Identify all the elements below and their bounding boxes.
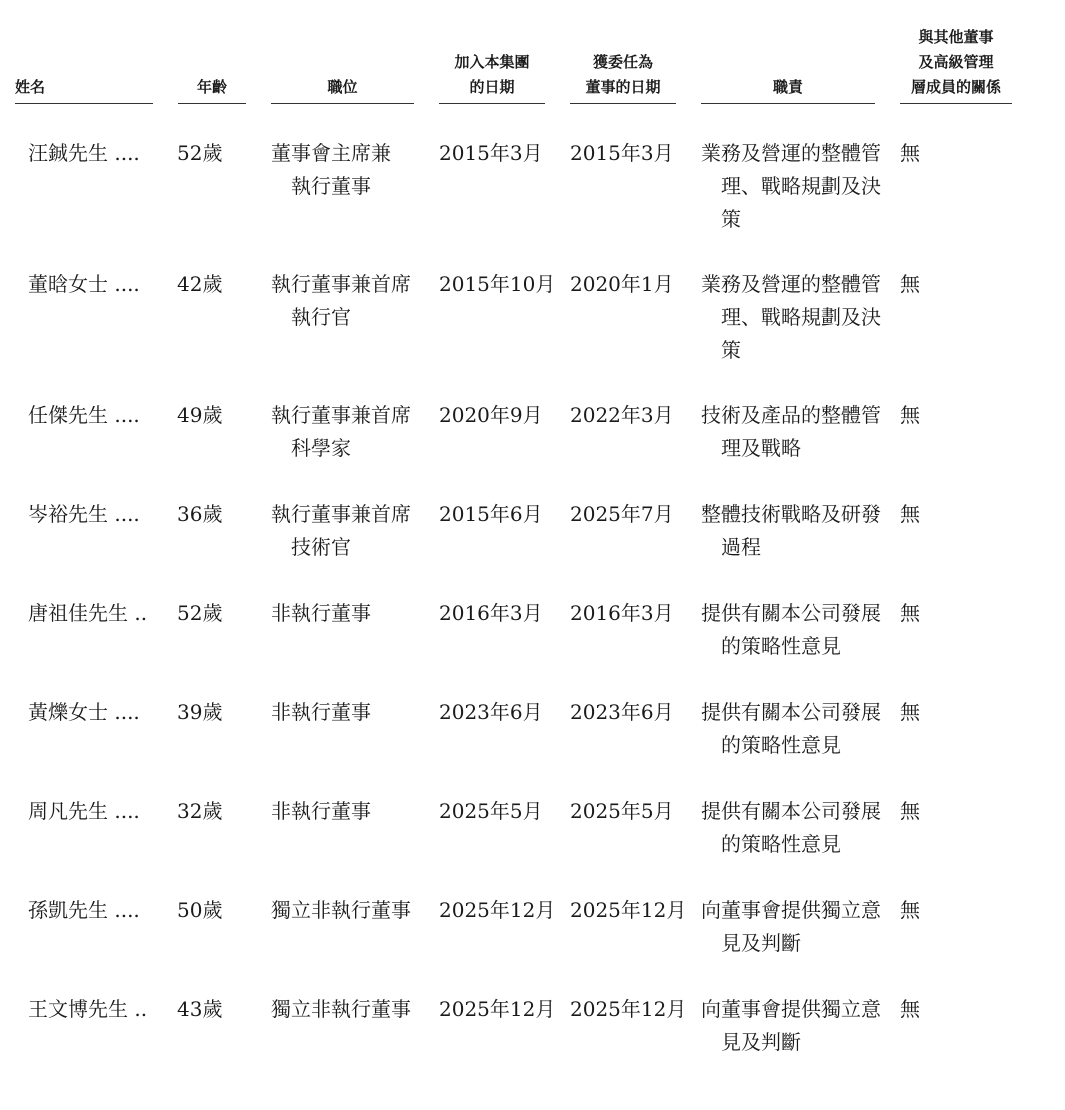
director-duties-line: 技術及產品的整體管 [701, 403, 881, 427]
director-duties-line: 向董事會提供獨立意 [701, 898, 881, 922]
director-age: 32歲 [177, 799, 223, 823]
director-position-line: 技術官 [291, 535, 351, 559]
director-name: 任傑先生 .... [28, 403, 140, 427]
director-duties-line: 向董事會提供獨立意 [701, 997, 881, 1021]
director-position-line: 執行董事兼首席 [271, 403, 411, 427]
director-position [271, 268, 421, 334]
header-relationship [900, 0, 1012, 104]
director-duties-line: 整體技術戰略及研發 [701, 502, 881, 526]
header-name [15, 0, 153, 104]
appointment-date: 2022年3月 [570, 403, 674, 427]
director-duties-line: 提供有關本公司發展 [701, 601, 881, 625]
director-duties-line: 理、戰略規劃及決 [721, 305, 881, 329]
appointment-date: 2025年12月 [570, 997, 687, 1021]
relationship: 無 [900, 601, 920, 625]
relationship: 無 [900, 502, 920, 526]
header-age [178, 0, 246, 104]
join-date: 2020年9月 [439, 403, 543, 427]
header-relationship-line: 及高級管理 [918, 53, 994, 71]
director-name: 岑裕先生 .... [28, 502, 140, 526]
header-appointment-date [570, 0, 676, 104]
join-date: 2023年6月 [439, 700, 543, 724]
table-row [0, 696, 1065, 786]
header-position-text: 職位 [327, 78, 358, 96]
director-position-line: 非執行董事 [271, 601, 371, 625]
director-name: 黃爍女士 .... [28, 700, 140, 724]
director-duties [701, 696, 891, 762]
director-position-line: 獨立非執行董事 [271, 997, 411, 1021]
table-row [0, 894, 1065, 984]
header-age-text: 年齡 [196, 78, 227, 96]
director-age: 49歲 [177, 403, 223, 427]
director-name: 汪鋮先生 .... [28, 141, 140, 165]
relationship: 無 [900, 272, 920, 296]
relationship: 無 [900, 700, 920, 724]
relationship: 無 [900, 799, 920, 823]
director-duties-line: 過程 [721, 535, 761, 559]
director-position [271, 498, 421, 564]
table-row [0, 795, 1065, 885]
director-age: 52歲 [177, 601, 223, 625]
director-duties [701, 894, 891, 960]
director-duties-line: 業務及營運的整體管 [701, 141, 881, 165]
director-age: 52歲 [177, 141, 223, 165]
table-row [0, 137, 1065, 231]
director-duties [701, 498, 891, 564]
director-age: 36歲 [177, 502, 223, 526]
join-date: 2016年3月 [439, 601, 543, 625]
director-duties-line: 業務及營運的整體管 [701, 272, 881, 296]
join-date: 2015年3月 [439, 141, 543, 165]
join-date: 2015年6月 [439, 502, 543, 526]
director-duties-line: 的策略性意見 [721, 832, 841, 856]
table-row [0, 268, 1065, 362]
appointment-date: 2025年12月 [570, 898, 687, 922]
director-duties [701, 137, 891, 236]
director-duties-line: 理、戰略規劃及決 [721, 174, 881, 198]
appointment-date: 2023年6月 [570, 700, 674, 724]
join-date: 2025年5月 [439, 799, 543, 823]
director-name: 王文博先生 .. [28, 997, 148, 1021]
director-name: 周凡先生 .... [28, 799, 140, 823]
director-duties-line: 策 [721, 207, 741, 231]
relationship: 無 [900, 898, 920, 922]
join-date: 2025年12月 [439, 898, 556, 922]
table-row [0, 993, 1065, 1083]
director-position-line: 執行官 [291, 305, 351, 329]
director-age: 42歲 [177, 272, 223, 296]
table-row [0, 498, 1065, 588]
director-duties-line: 的策略性意見 [721, 733, 841, 757]
appointment-date: 2020年1月 [570, 272, 674, 296]
appointment-date: 2025年5月 [570, 799, 674, 823]
director-position-line: 執行董事 [291, 174, 371, 198]
director-duties-line: 策 [721, 338, 741, 362]
director-position [271, 137, 421, 203]
director-position-line: 非執行董事 [271, 799, 371, 823]
join-date: 2025年12月 [439, 997, 556, 1021]
header-appointment-date-line: 獲委任為 [592, 53, 653, 71]
director-name: 唐祖佳先生 .. [28, 601, 148, 625]
header-join-date-line: 的日期 [469, 78, 515, 96]
director-position [271, 597, 421, 630]
join-date: 2015年10月 [439, 272, 556, 296]
director-position-line: 科學家 [291, 436, 351, 460]
relationship: 無 [900, 997, 920, 1021]
table-row [0, 597, 1065, 687]
appointment-date: 2016年3月 [570, 601, 674, 625]
director-duties [701, 597, 891, 663]
header-join-date-line: 加入本集團 [454, 53, 530, 71]
director-duties-line: 提供有關本公司發展 [701, 700, 881, 724]
director-position [271, 696, 421, 729]
header-position [271, 0, 414, 104]
header-appointment-date-line: 董事的日期 [585, 78, 661, 96]
director-name: 董晗女士 .... [28, 272, 140, 296]
director-duties-line: 理及戰略 [721, 436, 801, 460]
director-position [271, 795, 421, 828]
director-duties [701, 399, 891, 465]
header-join-date [439, 0, 545, 104]
appointment-date: 2015年3月 [570, 141, 674, 165]
director-position-line: 非執行董事 [271, 700, 371, 724]
director-duties [701, 993, 891, 1059]
director-duties [701, 795, 891, 861]
header-relationship-line: 與其他董事 [918, 28, 994, 46]
header-duties [701, 0, 875, 104]
relationship: 無 [900, 403, 920, 427]
header-duties-text: 職責 [772, 78, 803, 96]
table-row [0, 399, 1065, 489]
director-duties-line: 見及判斷 [721, 1030, 801, 1054]
director-age: 43歲 [177, 997, 223, 1021]
director-age: 39歲 [177, 700, 223, 724]
director-name: 孫凱先生 .... [28, 898, 140, 922]
director-position-line: 執行董事兼首席 [271, 502, 411, 526]
director-position [271, 894, 421, 927]
director-position-line: 董事會主席兼 [271, 141, 391, 165]
director-position [271, 993, 421, 1026]
appointment-date: 2025年7月 [570, 502, 674, 526]
header-relationship-line: 層成員的關係 [910, 78, 1001, 96]
director-position [271, 399, 421, 465]
director-duties-line: 提供有關本公司發展 [701, 799, 881, 823]
director-duties [701, 268, 891, 367]
header-name-text: 姓名 [15, 78, 46, 96]
director-position-line: 獨立非執行董事 [271, 898, 411, 922]
director-duties-line: 見及判斷 [721, 931, 801, 955]
relationship: 無 [900, 141, 920, 165]
director-position-line: 執行董事兼首席 [271, 272, 411, 296]
director-duties-line: 的策略性意見 [721, 634, 841, 658]
director-age: 50歲 [177, 898, 223, 922]
